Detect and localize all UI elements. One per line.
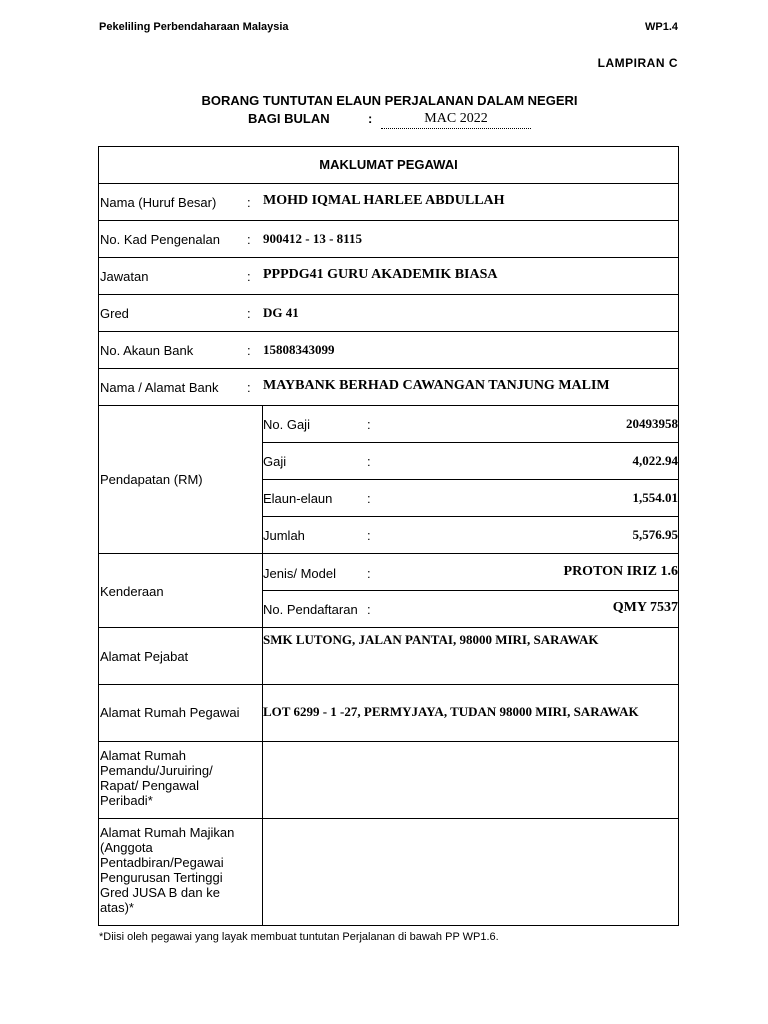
- subrow-divider: [262, 590, 679, 591]
- home-address-value[interactable]: LOT 6299 - 1 -27, PERMYJAYA, TUDAN 98000 MIRI, SARAWAK: [263, 704, 639, 719]
- position-colon: :: [247, 269, 251, 284]
- vehicle-label: Kenderaan: [100, 584, 164, 599]
- section-title: MAKLUMAT PEGAWAI: [319, 157, 458, 172]
- column-divider: [262, 405, 263, 926]
- label-line: atas)*: [100, 900, 134, 915]
- allowance-label: Elaun-elaun: [263, 491, 333, 506]
- form-title: BORANG TUNTUTAN ELAUN PERJALANAN DALAM NEGERI: [201, 93, 578, 108]
- subrow-divider: [262, 442, 679, 443]
- salary-number-value[interactable]: 20493958: [626, 416, 678, 431]
- office-address-label: Alamat Pejabat: [100, 649, 189, 664]
- row-divider: [98, 684, 679, 685]
- label-line: Alamat Rumah Majikan: [100, 825, 235, 840]
- grade-label: Gred: [100, 306, 129, 321]
- bank-account-value[interactable]: 15808343099: [263, 342, 335, 357]
- row-divider: [98, 220, 679, 221]
- name-value[interactable]: MOHD IQMAL HARLEE ABDULLAH: [263, 193, 505, 208]
- vehicle-model-label: Jenis/ Model: [263, 566, 336, 581]
- vehicle-model-value[interactable]: PROTON IRIZ 1.6: [563, 564, 678, 579]
- salary-label: Gaji: [263, 454, 287, 469]
- bank-account-label: No. Akaun Bank: [100, 343, 194, 358]
- bank-account-colon: :: [247, 343, 251, 358]
- ic-value[interactable]: 900412 - 13 - 8115: [263, 231, 362, 246]
- home-address-label: Alamat Rumah Pegawai: [100, 705, 240, 720]
- allowance-value[interactable]: 1,554.01: [632, 490, 678, 505]
- driver-address-label: [100, 748, 213, 808]
- row-divider: [98, 818, 679, 819]
- label-line: Pemandu/Juruiring/: [100, 763, 213, 778]
- ic-colon: :: [247, 232, 251, 247]
- office-address-value[interactable]: SMK LUTONG, JALAN PANTAI, 98000 MIRI, SARAWAK: [263, 632, 599, 647]
- salary-value[interactable]: 4,022.94: [632, 453, 678, 468]
- label-line: Pengurusan Tertinggi: [100, 870, 223, 885]
- bank-name-value[interactable]: MAYBANK BERHAD CAWANGAN TANJUNG MALIM: [263, 378, 610, 393]
- month-row: [248, 111, 488, 126]
- label-line: Rapat/ Pengawal: [100, 778, 200, 793]
- grade-colon: :: [247, 306, 251, 321]
- month-value[interactable]: MAC 2022: [381, 111, 531, 129]
- bank-name-colon: :: [247, 380, 251, 395]
- officer-info-table: [98, 146, 679, 926]
- salary-colon: :: [367, 454, 371, 469]
- salary-number-label: No. Gaji: [263, 417, 310, 432]
- grade-value[interactable]: DG 41: [263, 305, 299, 320]
- document-code: WP1.4: [644, 21, 678, 33]
- subrow-divider: [262, 516, 679, 517]
- row-divider: [98, 405, 679, 406]
- label-line: Gred JUSA B dan ke: [100, 885, 220, 900]
- subrow-divider: [262, 479, 679, 480]
- label-line: (Anggota: [100, 840, 153, 855]
- row-divider: [98, 294, 679, 295]
- name-label: Nama (Huruf Besar): [100, 195, 217, 210]
- position-label: Jawatan: [100, 269, 149, 284]
- row-divider: [98, 368, 679, 369]
- vehicle-reg-value[interactable]: QMY 7537: [612, 600, 678, 615]
- footnote: *Diisi oleh pegawai yang layak membuat tuntutan Perjalanan di bawah PP WP1.6.: [99, 931, 499, 943]
- vehicle-reg-colon: :: [367, 602, 371, 617]
- month-label: BAGI BULAN: [248, 111, 330, 126]
- label-line: Peribadi*: [100, 793, 153, 808]
- row-divider: [98, 627, 679, 628]
- name-colon: :: [247, 195, 251, 210]
- total-colon: :: [367, 528, 371, 543]
- vehicle-model-colon: :: [367, 566, 371, 581]
- total-value[interactable]: 5,576.95: [632, 527, 678, 542]
- document-series: Pekeliling Perbendaharaan Malaysia: [99, 21, 289, 33]
- position-value[interactable]: PPPDG41 GURU AKADEMIK BIASA: [263, 267, 498, 282]
- label-line: Alamat Rumah: [100, 748, 186, 763]
- row-divider: [98, 553, 679, 554]
- allowance-colon: :: [367, 491, 371, 506]
- bank-name-label: Nama / Alamat Bank: [100, 380, 219, 395]
- row-divider: [98, 331, 679, 332]
- month-colon: :: [368, 111, 373, 126]
- row-divider: [98, 183, 679, 184]
- row-divider: [98, 741, 679, 742]
- employer-address-label: [100, 825, 234, 915]
- ic-label: No. Kad Pengenalan: [100, 232, 220, 247]
- salary-number-colon: :: [367, 417, 371, 432]
- row-divider: [98, 257, 679, 258]
- label-line: Pentadbiran/Pegawai: [100, 855, 224, 870]
- vehicle-reg-label: No. Pendaftaran: [263, 602, 358, 617]
- total-label: Jumlah: [263, 528, 305, 543]
- income-label: Pendapatan (RM): [100, 472, 203, 487]
- appendix-label: LAMPIRAN C: [597, 56, 678, 70]
